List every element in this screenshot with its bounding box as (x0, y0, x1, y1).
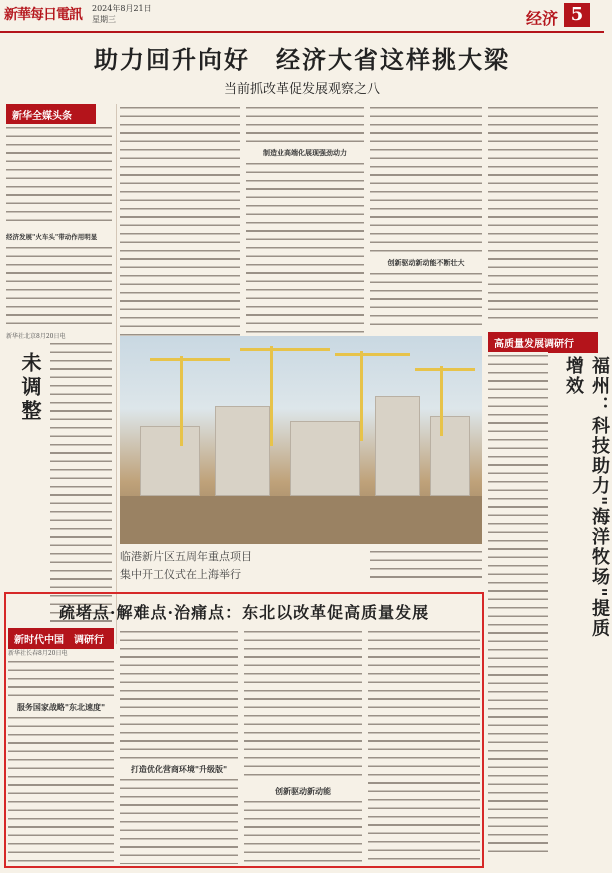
feature-col3 (244, 798, 362, 864)
issue-weekday: 星期三 (92, 15, 116, 24)
lead-story-intro (6, 124, 112, 228)
feature-subhead-3: 创新驱动新动能 (275, 786, 331, 796)
feature-col1 (8, 714, 114, 864)
new-era-banner: 新时代中国 调研行 (8, 628, 114, 649)
newspaper-logo: 新華每日電訊 (4, 7, 82, 23)
feature-col3-top (244, 628, 362, 782)
fuzhou-story-title: 福州：科技助力"海洋牧场"提质增效 (563, 356, 610, 639)
feature-col4 (368, 628, 480, 864)
high-quality-banner: 高质量发展调研行 (488, 332, 598, 353)
center-subhead-1: 制造业高端化展现强劲动力 (263, 148, 347, 157)
lead-story-col3-top (246, 104, 364, 144)
right-column-story (488, 104, 598, 324)
feature-title: 疏堵点·解难点·治痛点：东北以改革促高质量发展 (58, 603, 430, 622)
main-headline: 助力回升向好 经济大省这样挑大梁 (94, 45, 510, 74)
fuzhou-story-body (488, 352, 548, 852)
intro-subhead: 经济发展"火车头"带动作用明显 (6, 233, 98, 241)
page-number: 5 (564, 3, 590, 27)
photo-caption-text (370, 548, 482, 584)
feature-intro (8, 658, 114, 698)
lead-story-body (6, 244, 112, 324)
new-life-banner: 新华全媒头条 (6, 104, 96, 125)
feature-col2 (120, 776, 238, 864)
center-subhead-2: 创新驱动新动能不断壮大 (387, 258, 465, 267)
masthead (0, 0, 604, 30)
main-subhead: 当前抓改革促发展观察之八 (223, 82, 380, 97)
lpr-story-credit: 新华社北京8月20日电 (6, 333, 66, 340)
lead-story-col4-top (370, 104, 482, 254)
feature-subhead-2: 打造优化营商环境"升级版" (130, 764, 228, 774)
masthead-divider (0, 31, 604, 33)
construction-photo (120, 336, 482, 544)
column-divider (116, 104, 117, 644)
feature-subhead-1: 服务国家战略"东北速度" (16, 702, 106, 712)
issue-date: 2024年8月21日 (92, 4, 152, 13)
photo-caption-2: 集中开工仪式在上海举行 (120, 568, 241, 581)
lead-story-col4 (370, 270, 482, 330)
lpr-story-body (50, 340, 112, 630)
photo-caption-1: 临港新片区五周年重点项目 (120, 550, 252, 563)
feature-credit: 新华社长春8月20日电 (8, 650, 68, 657)
feature-col2-top (120, 628, 238, 760)
section-label: 经济 (525, 9, 558, 28)
lpr-story-title: 未调整 (18, 352, 42, 424)
